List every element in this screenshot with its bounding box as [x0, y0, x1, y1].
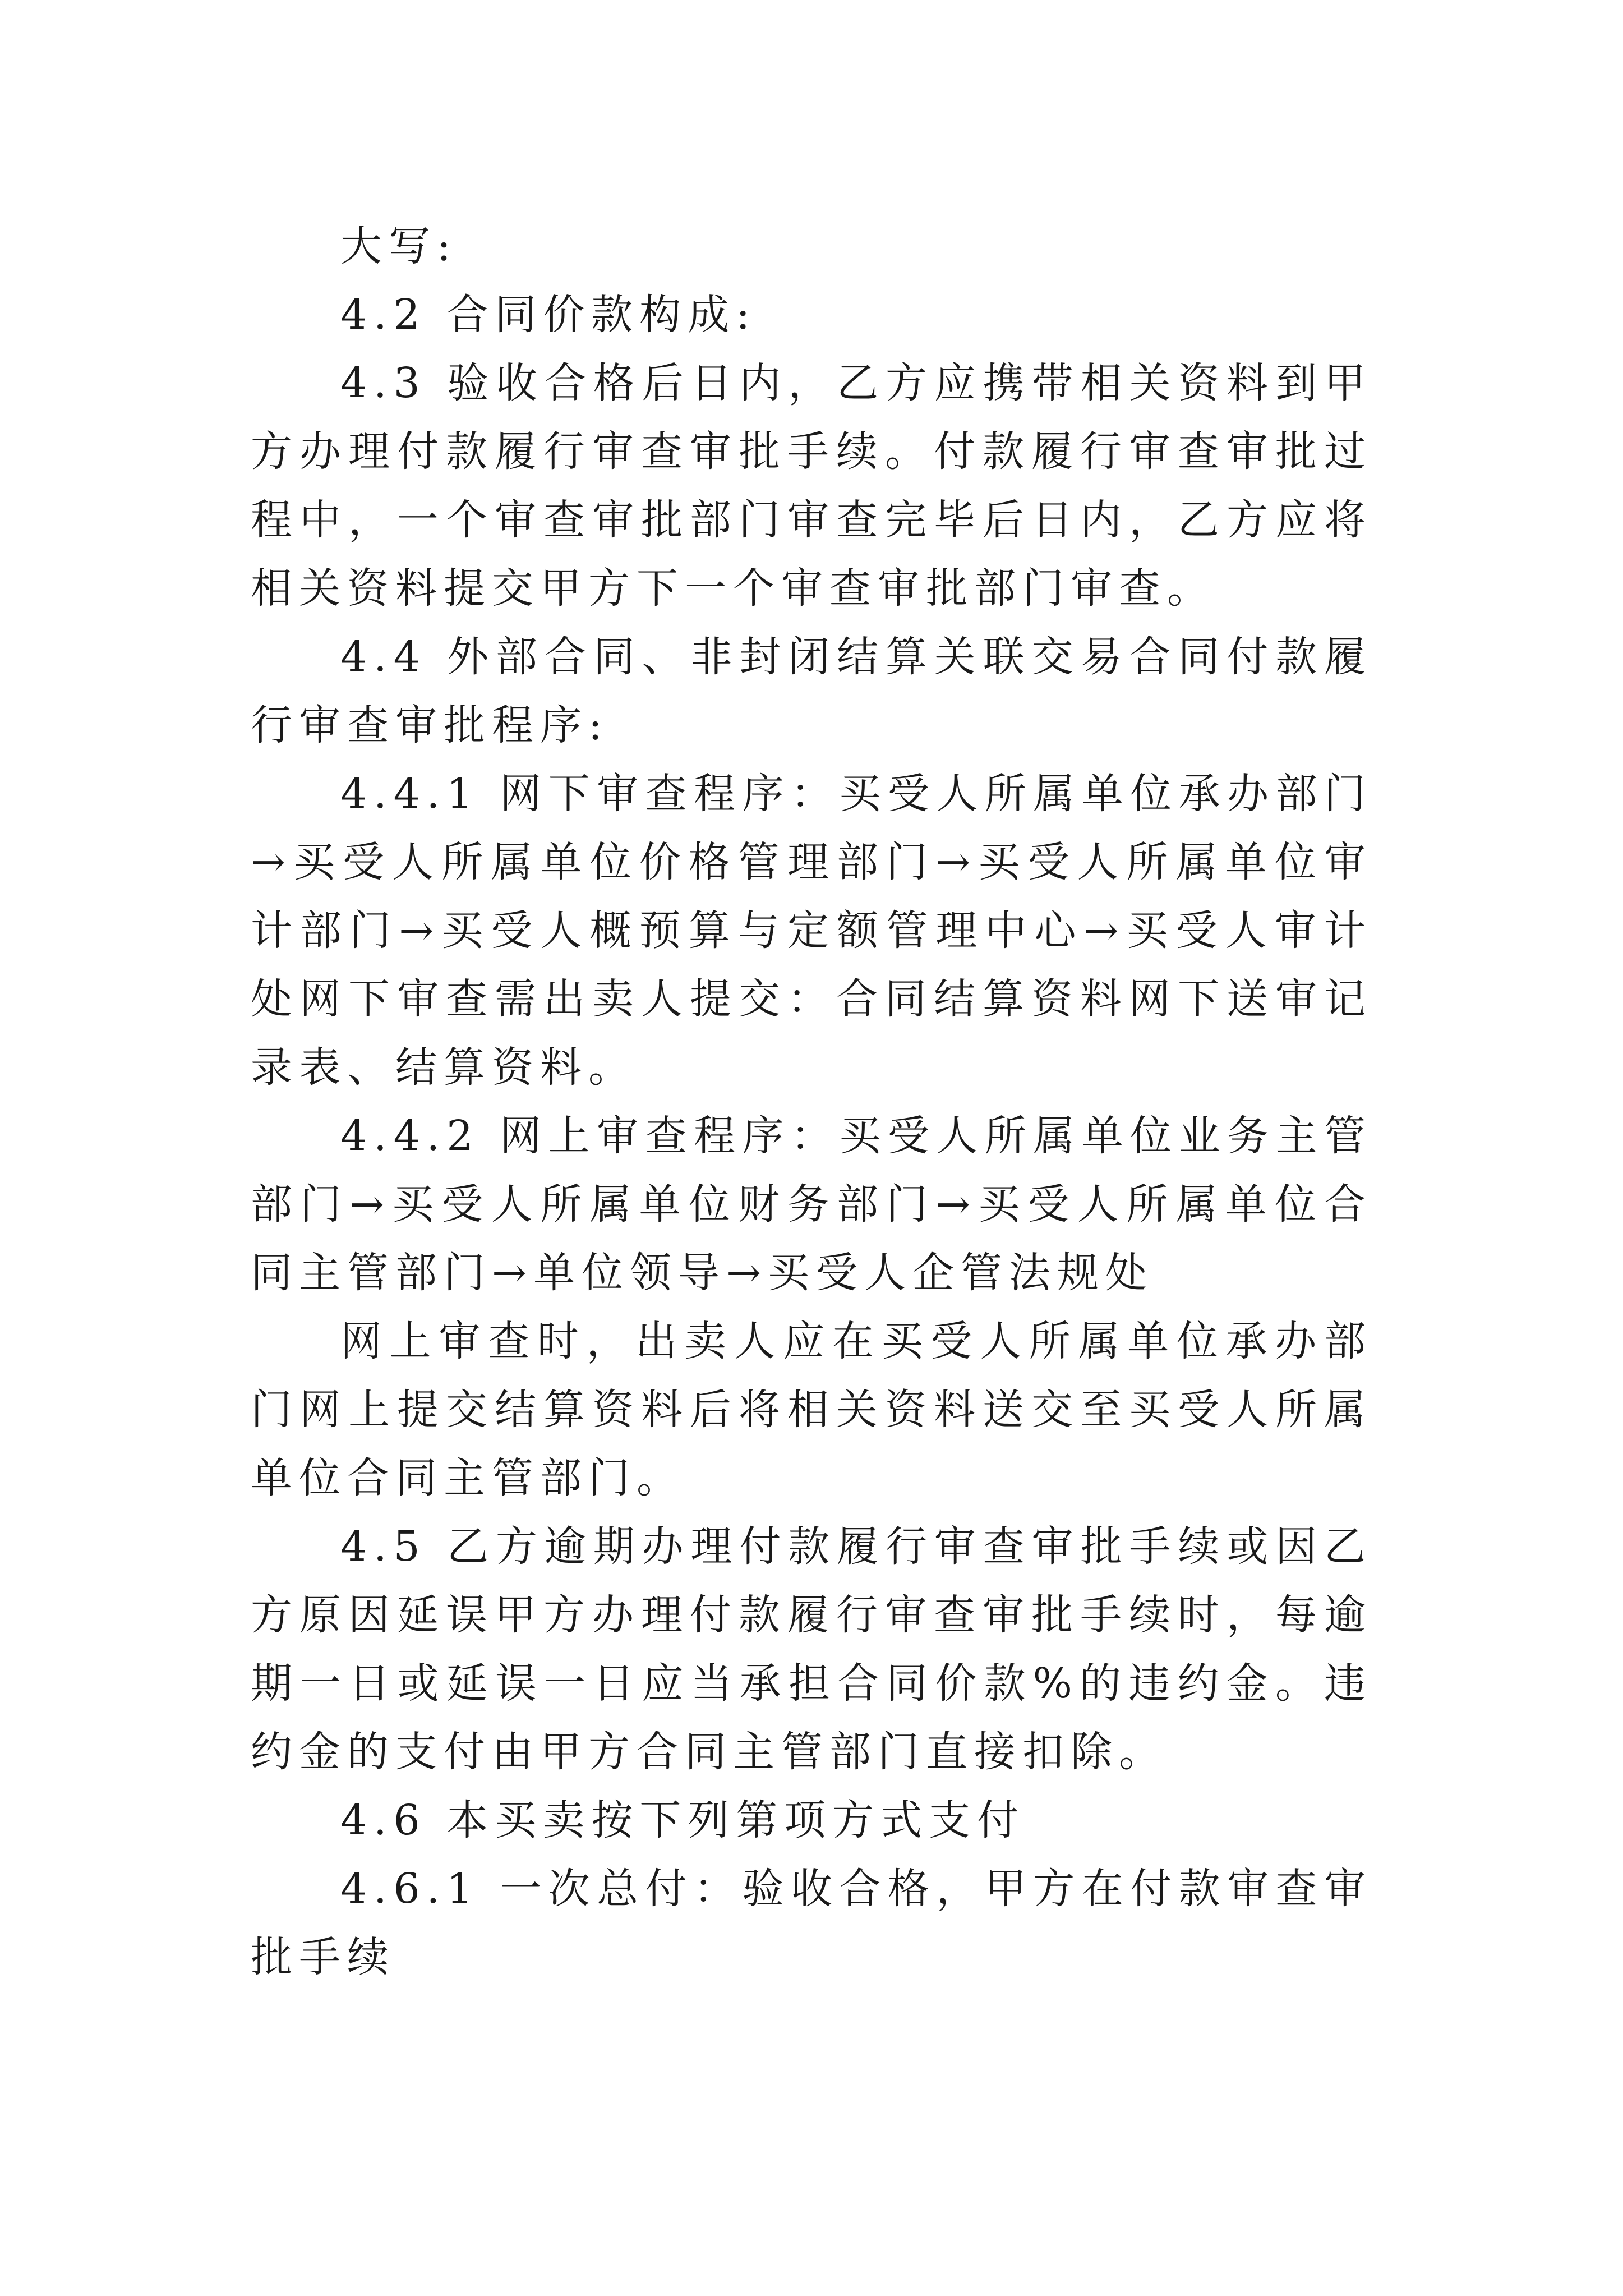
paragraph-4-2: 4.2 合同价款构成: — [340, 291, 757, 339]
paragraph-amount-in-words: 大写: — [340, 222, 458, 270]
paragraph-4-6-1: 4.6.1 一次总付：验收合格，甲方在付款审查审批手续 — [251, 1865, 1372, 1981]
paragraph-4-4-1: 4.4.1 网下审查程序：买受人所属单位承办部门→买受人所属单位价格管理部门→买受人所属单位审计部门→买受人概预算与定额管理中心→买受人审计处网下审查需出卖人提交：合同结算资料网下送审记录表、结算资料。 — [251, 770, 1372, 1092]
paragraph-4-3: 4.3 验收合格后日内，乙方应携带相关资料到甲方办理付款履行审查审批手续。付款履行审查审批过程中，一个审查审批部门审查完毕后日内，乙方应将相关资料提交甲方下一个审查审批部门审查。 — [251, 359, 1372, 613]
paragraph-4-4: 4.4 外部合同、非封闭结算关联交易合同付款履行审查审批程序: — [251, 633, 1372, 749]
paragraph-4-6: 4.6 本买卖按下列第项方式支付 — [340, 1796, 1026, 1844]
paragraph-4-5: 4.5 乙方逾期办理付款履行审查审批手续或因乙方原因延误甲方办理付款履行审查审批手续时，每逾期一日或延误一日应当承担合同价款%的违约金。违约金的支付由甲方合同主管部门直接扣除。 — [251, 1522, 1372, 1776]
paragraph-4-4-2: 4.4.2 网上审查程序：买受人所属单位业务主管部门→买受人所属单位财务部门→买受人所属单位合同主管部门→单位领导→买受人企管法规处 — [251, 1112, 1372, 1297]
document-body — [251, 212, 1372, 1991]
paragraph-online-review: 网上审查时，出卖人应在买受人所属单位承办部门网上提交结算资料后将相关资料送交至买受人所属单位合同主管部门。 — [251, 1317, 1372, 1502]
